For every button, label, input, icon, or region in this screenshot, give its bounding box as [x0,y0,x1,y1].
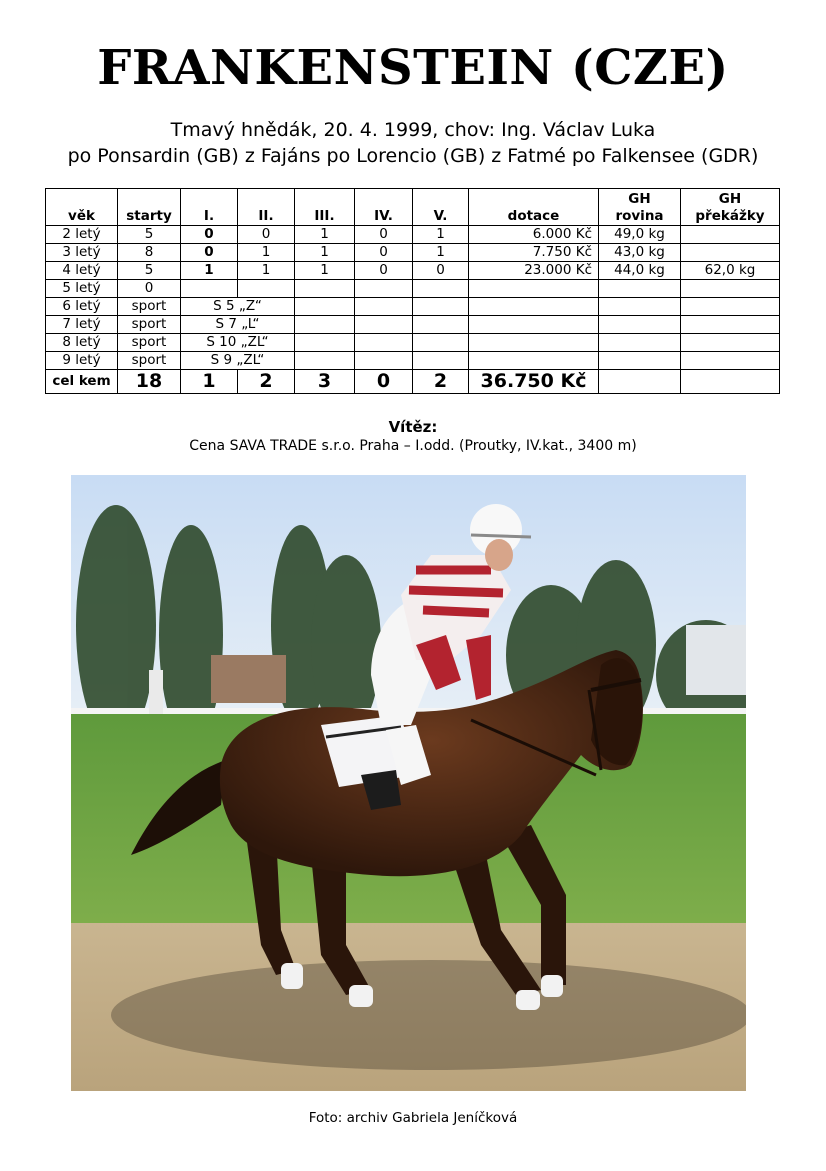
cell-empty [469,334,599,352]
table-row [46,262,780,280]
cell-fourth: 0 [355,262,413,280]
cell-empty [295,352,355,370]
col-first: I. [181,189,238,226]
racehorse-photo [71,475,746,1091]
cell-empty [681,370,780,394]
table-row [46,244,780,262]
cell-empty [681,334,780,352]
horse-name-title: FRANKENSTEIN (CZE) [97,40,729,96]
horse-pedigree: po Ponsardin (GB) z Fajáns po Lorencio (GB) z Fatmé po Falkensee (GDR) [67,145,759,167]
cell-empty [295,298,355,316]
cell-sport-category: S 7 „L“ [181,316,295,334]
cell-age: 9 letý [46,352,118,370]
photo-caption: Foto: archiv Gabriela Jeníčková [308,1110,518,1126]
cell-gh-flat: 44,0 kg [599,262,681,280]
col-gh-flat: GH rovina [599,189,681,226]
cell-empty [413,334,469,352]
table-row [46,280,780,298]
cell-empty [681,298,780,316]
cell-empty [295,316,355,334]
col-starts: starty [118,189,181,226]
cell-gh-flat: 43,0 kg [599,244,681,262]
cell-prize: 6.000 Kč [469,226,599,244]
cell-sport-category: S 10 „ZL“ [181,334,295,352]
cell-empty [413,298,469,316]
cell-empty [413,280,469,298]
cell-total-second: 2 [238,370,295,394]
cell-gh-jump [681,226,780,244]
table-row [46,316,780,334]
table-row [46,334,780,352]
cell-fifth: 1 [413,226,469,244]
cell-second: 0 [238,226,295,244]
cell-empty [599,280,681,298]
winner-heading: Vítěz: [388,418,438,436]
table-header-row [46,189,780,226]
col-fifth: V. [413,189,469,226]
cell-age: 4 letý [46,262,118,280]
cell-empty [681,352,780,370]
cell-first: 1 [181,262,238,280]
cell-fourth: 0 [355,244,413,262]
col-age: věk [46,189,118,226]
race-record-table [45,188,780,394]
cell-empty [181,280,238,298]
cell-empty [413,352,469,370]
cell-age: 3 letý [46,244,118,262]
cell-empty [413,316,469,334]
cell-total-third: 3 [295,370,355,394]
col-gh-jump: GH překážky [681,189,780,226]
col-third: III. [295,189,355,226]
cell-starts: sport [118,352,181,370]
cell-age: 5 letý [46,280,118,298]
cell-second: 1 [238,262,295,280]
cell-empty [469,352,599,370]
cell-empty [469,316,599,334]
cell-empty [355,316,413,334]
cell-starts: sport [118,334,181,352]
cell-empty [469,280,599,298]
cell-starts: 8 [118,244,181,262]
cell-gh-flat: 49,0 kg [599,226,681,244]
cell-empty [295,334,355,352]
col-second: II. [238,189,295,226]
horse-description: Tmavý hnědák, 20. 4. 1999, chov: Ing. Václav Luka [170,119,656,141]
cell-third: 1 [295,262,355,280]
cell-first: 0 [181,244,238,262]
cell-gh-jump: 62,0 kg [681,262,780,280]
cell-total-fourth: 0 [355,370,413,394]
cell-sport-category: S 9 „ZL“ [181,352,295,370]
cell-age: 6 letý [46,298,118,316]
cell-total-fifth: 2 [413,370,469,394]
table-row [46,298,780,316]
table-row [46,352,780,370]
cell-empty [681,280,780,298]
cell-empty [599,334,681,352]
cell-age: 8 letý [46,334,118,352]
table-row [46,226,780,244]
col-prize: dotace [469,189,599,226]
cell-empty [355,298,413,316]
cell-starts: 5 [118,262,181,280]
winner-race-name: Cena SAVA TRADE s.r.o. Praha – I.odd. (Proutky, IV.kat., 3400 m) [189,438,637,454]
cell-starts: sport [118,316,181,334]
cell-age: 2 letý [46,226,118,244]
cell-prize: 23.000 Kč [469,262,599,280]
cell-empty [355,334,413,352]
cell-starts: 5 [118,226,181,244]
cell-empty [599,298,681,316]
cell-prize: 7.750 Kč [469,244,599,262]
cell-first: 0 [181,226,238,244]
cell-total-first: 1 [181,370,238,394]
col-fourth: IV. [355,189,413,226]
cell-fourth: 0 [355,226,413,244]
cell-empty [355,280,413,298]
cell-empty [681,316,780,334]
cell-third: 1 [295,244,355,262]
cell-fifth: 1 [413,244,469,262]
table-total-row [46,370,780,394]
cell-second: 1 [238,244,295,262]
cell-fifth: 0 [413,262,469,280]
cell-age: 7 letý [46,316,118,334]
cell-empty [599,352,681,370]
cell-starts: sport [118,298,181,316]
cell-total-starts: 18 [118,370,181,394]
cell-empty [238,280,295,298]
cell-total-prize: 36.750 Kč [469,370,599,394]
cell-empty [355,352,413,370]
cell-starts: 0 [118,280,181,298]
cell-empty [469,298,599,316]
cell-sport-category: S 5 „Z“ [181,298,295,316]
cell-total-label: cel kem [46,370,118,394]
cell-third: 1 [295,226,355,244]
cell-gh-jump [681,244,780,262]
cell-empty [599,370,681,394]
cell-empty [295,280,355,298]
cell-empty [599,316,681,334]
